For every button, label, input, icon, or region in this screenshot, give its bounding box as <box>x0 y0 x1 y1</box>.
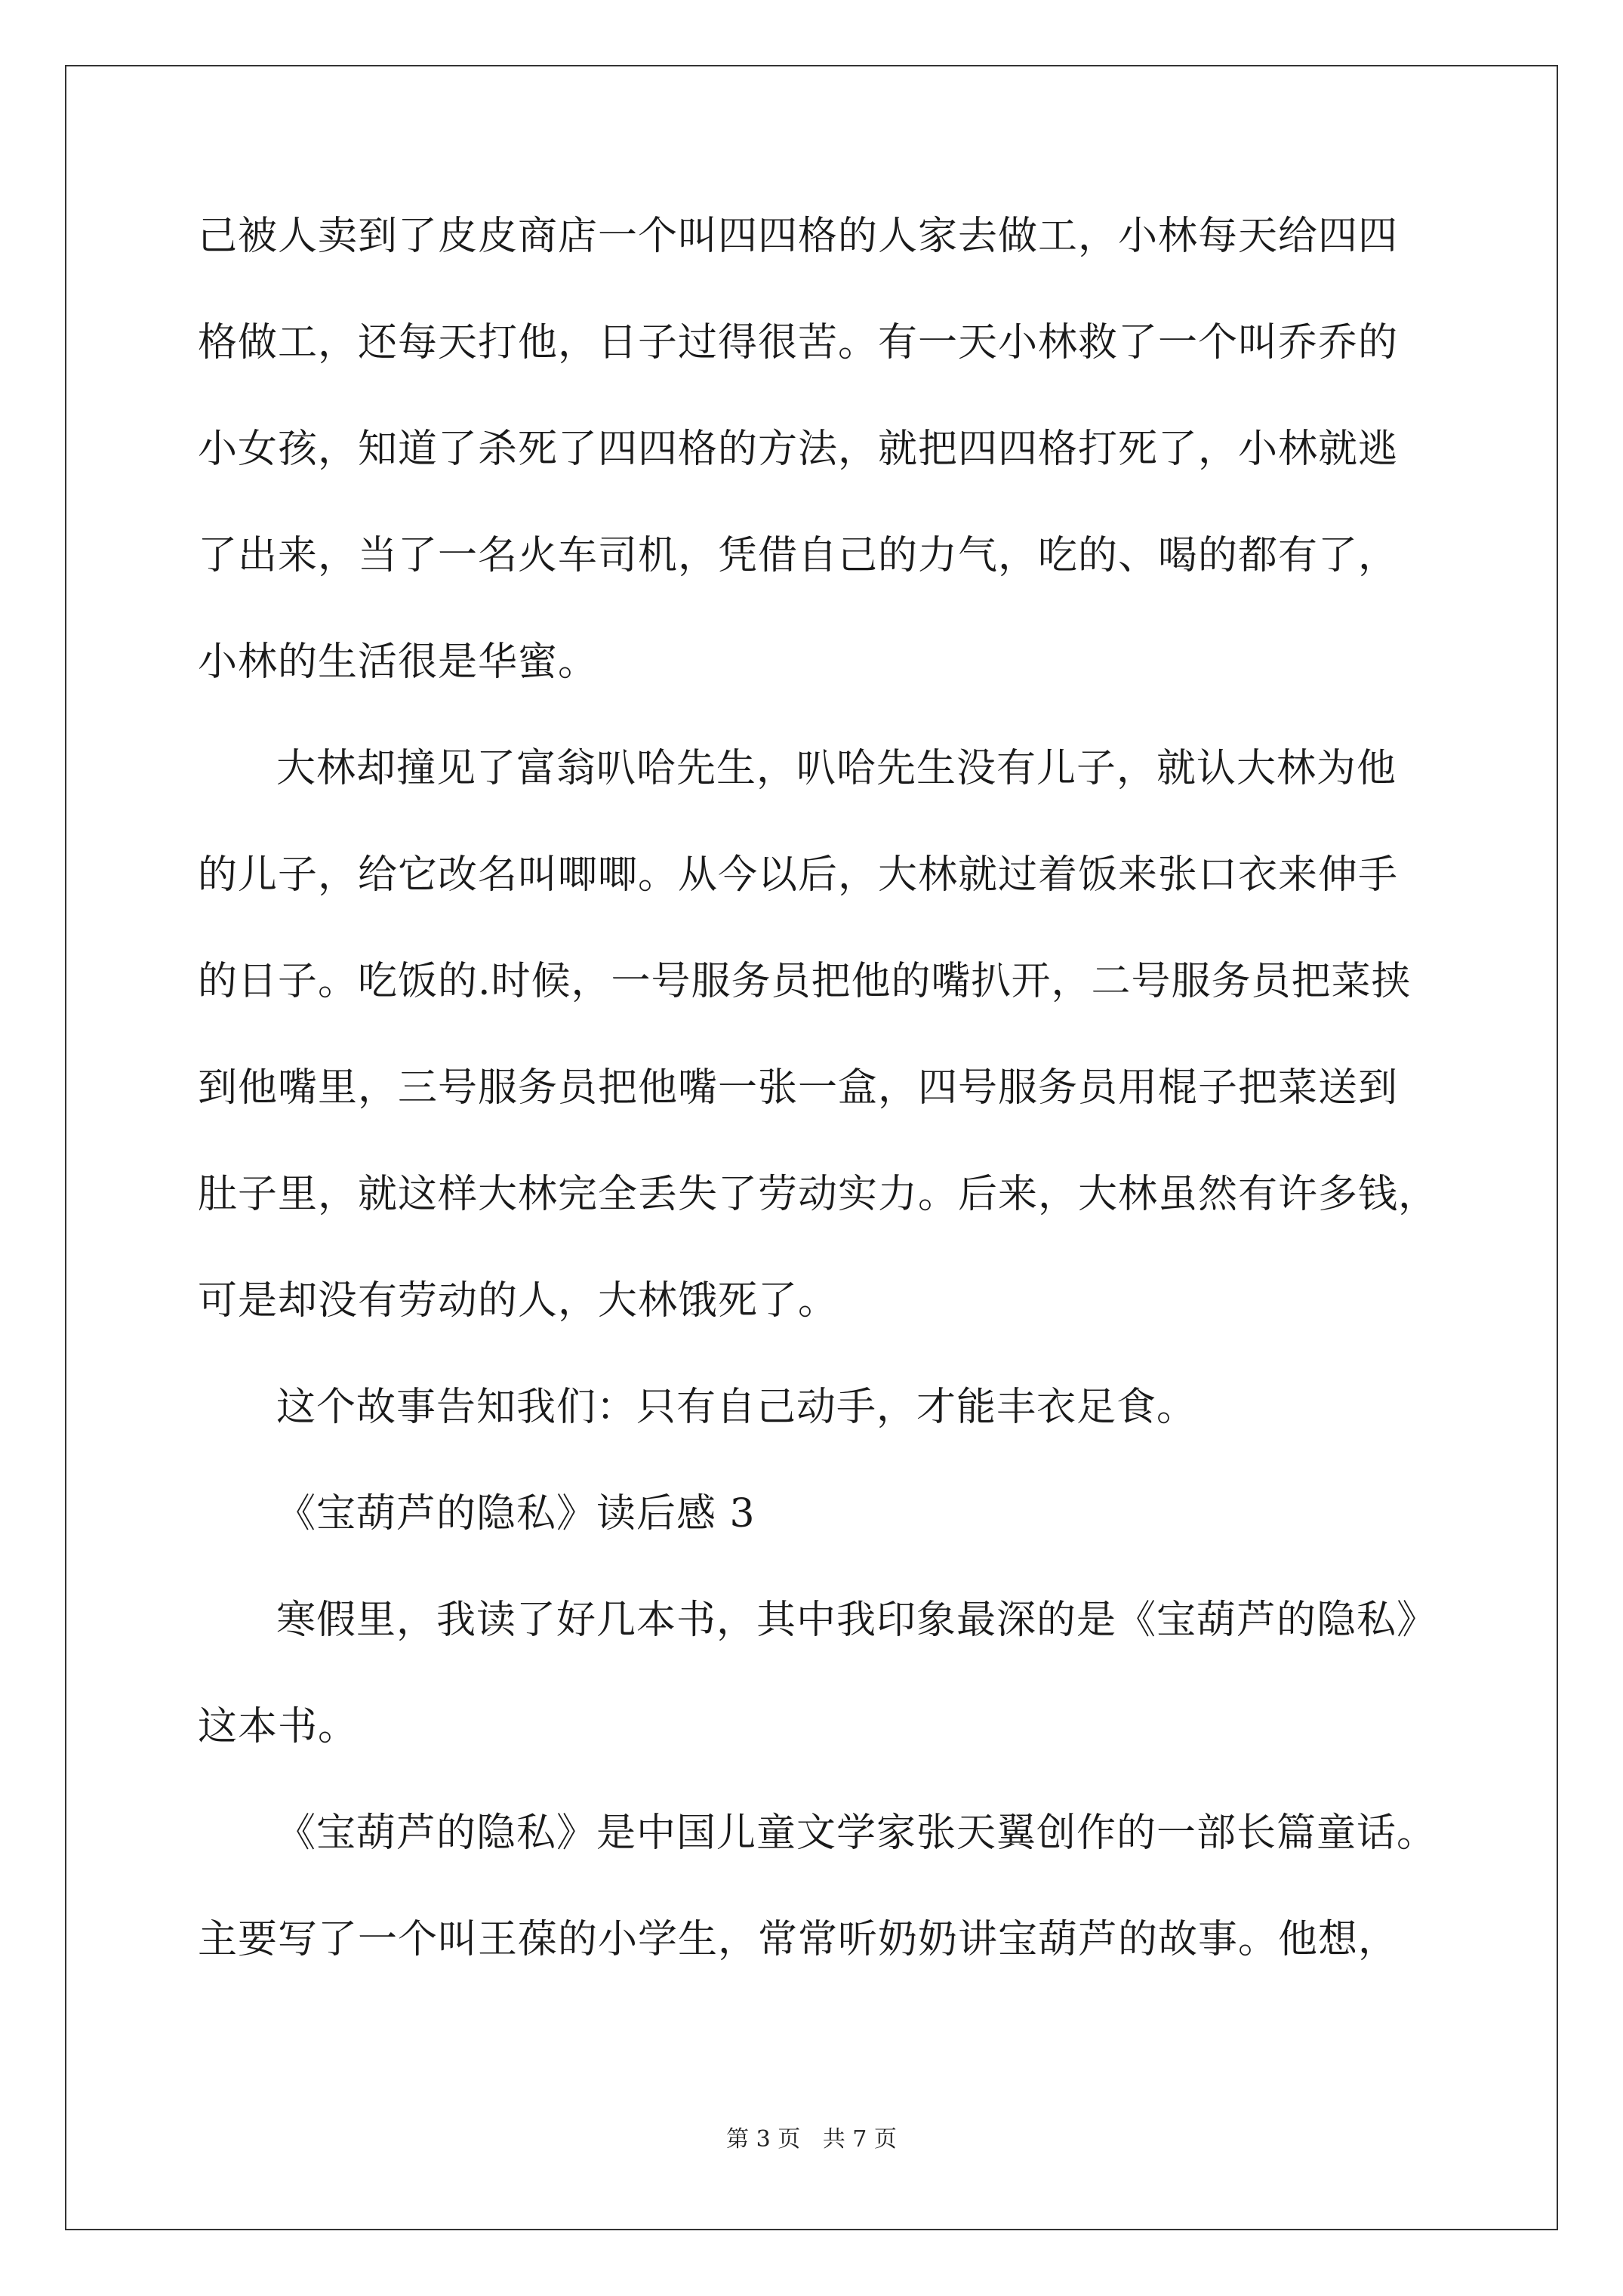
text-line: 到他嘴里，三号服务员把他嘴一张一盒，四号服务员用棍子把菜送到 <box>198 1065 1399 1111</box>
page-footer <box>0 2126 1623 2153</box>
text-line: 小林的生活很是华蜜。 <box>198 639 599 685</box>
text-line: 可是却没有劳动的人，大林饿死了。 <box>198 1278 839 1324</box>
text-line: 肚子里，就这样大林完全丢失了劳动实力。后来，大林虽然有许多钱， <box>198 1172 1439 1217</box>
text-line: 的儿子，给它改名叫唧唧。从今以后，大林就过着饭来张口衣来伸手 <box>198 852 1399 898</box>
text-line: 这个故事告知我们：只有自己动手，才能丰衣足食。 <box>276 1385 1197 1430</box>
page-total: 共 7 页 <box>822 2126 897 2153</box>
page-frame <box>65 65 1558 2230</box>
text-line: 己被人卖到了皮皮商店一个叫四四格的人家去做工，小林每天给四四 <box>198 214 1399 259</box>
text-line: 这本书。 <box>198 1704 359 1749</box>
text-line: 《宝葫芦的隐私》是中国儿童文学家张天翼创作的一部长篇童话。 <box>276 1811 1437 1856</box>
text-line: 的日子。吃饭的.时候，一号服务员把他的嘴扒开，二号服务员把菜挟 <box>198 959 1412 1004</box>
page-number: 第 3 页 <box>726 2126 801 2153</box>
section-heading: 《宝葫芦的隐私》读后感 3 <box>276 1491 756 1536</box>
text-line: 小女孩，知道了杀死了四四格的方法，就把四四格打死了，小林就逃 <box>198 427 1399 472</box>
text-line: 了出来，当了一名火车司机，凭借自己的力气，吃的、喝的都有了， <box>198 533 1399 578</box>
text-line: 寒假里，我读了好几本书，其中我印象最深的是《宝葫芦的隐私》 <box>276 1598 1437 1643</box>
text-line: 格做工，还每天打他，日子过得很苦。有一天小林救了一个叫乔乔的 <box>198 320 1399 365</box>
text-line: 大林却撞见了富翁叭哈先生，叭哈先生没有儿子，就认大林为他 <box>276 746 1397 791</box>
text-line: 主要写了一个叫王葆的小学生，常常听奶奶讲宝葫芦的故事。他想， <box>198 1917 1399 1962</box>
